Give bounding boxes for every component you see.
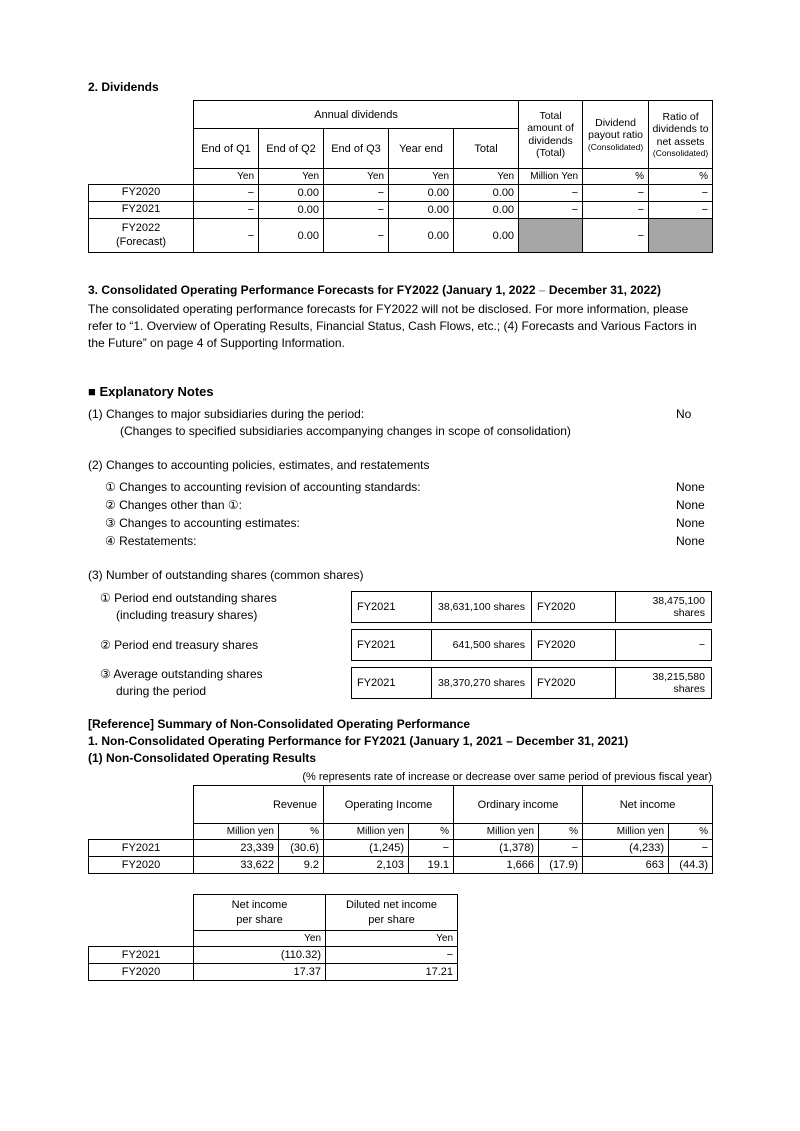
value-cell: − (519, 202, 583, 219)
note-subitem-1-label: ① Changes to accounting revision of accounting standards: (105, 480, 421, 494)
value-cell: − (649, 202, 713, 219)
table-row (352, 630, 712, 661)
value-cell: − (583, 202, 649, 219)
note-item-2-subitems (88, 478, 712, 550)
note-item-1-value: No (676, 407, 692, 421)
value-cell: (44.3) (669, 857, 713, 874)
note-item-2-label: (2) Changes to accounting policies, estimates, and restatements (88, 458, 430, 472)
table-row-fy2021 (89, 840, 713, 857)
non-consolidated-results-table (88, 785, 713, 874)
value-cell: (1,378) (454, 840, 539, 857)
shares-table (351, 591, 712, 623)
fiscal-year-cell: FY2021 (352, 592, 432, 623)
value-cell: 0.00 (389, 202, 454, 219)
corner-cell (89, 895, 194, 947)
value-cell: − (326, 947, 458, 964)
unit-cell: Million yen (454, 824, 539, 840)
col-header-end-q2: End of Q2 (259, 129, 324, 169)
value-cell: 0.00 (454, 202, 519, 219)
row-label-cell: FY2020 (89, 185, 194, 202)
value-cell: 2,103 (324, 857, 409, 874)
note-subitem-4 (88, 532, 712, 550)
unit-cell: Million yen (194, 824, 279, 840)
shares-value-cell: 641,500 shares (432, 630, 532, 661)
fiscal-year-cell: FY2020 (532, 668, 616, 699)
note-subitem-3 (88, 514, 712, 532)
row-label-line1: FY2022 (121, 222, 161, 235)
header-line1: Diluted net income (345, 899, 438, 912)
value-cell: (110.32) (194, 947, 326, 964)
unit-cell: Million yen (324, 824, 409, 840)
dividend-payout-ratio-header (583, 101, 649, 169)
per-share-table (88, 894, 458, 981)
unit-cell: Yen (194, 931, 326, 947)
fiscal-year-cell: FY2021 (352, 668, 432, 699)
note-subitem-1 (88, 478, 712, 496)
unit-cell: Yen (194, 169, 259, 185)
unit-cell: % (279, 824, 324, 840)
unit-cell: % (669, 824, 713, 840)
shares-entry-label (88, 666, 351, 700)
net-income-header: Net income (583, 786, 713, 824)
unit-cell: % (583, 169, 649, 185)
shares-value-cell: 38,631,100 shares (432, 592, 532, 623)
value-cell: 0.00 (389, 185, 454, 202)
shares-value-cell: 38,370,270 shares (432, 668, 532, 699)
shaded-cell (519, 219, 583, 253)
net-income-per-share-header (194, 895, 326, 931)
header-line2: per share (236, 913, 283, 926)
unit-cell: % (539, 824, 583, 840)
dividends-table (88, 100, 713, 253)
note-subitem-4-value: None (676, 534, 705, 548)
shares-entry-label-line1: ② Period end treasury shares (100, 637, 259, 652)
unit-cell: Million yen (583, 824, 669, 840)
reference-heading: [Reference] Summary of Non-Consolidated Operating Performance (88, 717, 471, 731)
forecast-title-dash: – (538, 283, 546, 297)
col-header-end-q1: End of Q1 (194, 129, 259, 169)
row-label-cell: FY2020 (89, 857, 194, 874)
table-row (352, 592, 712, 623)
results-header-row (89, 786, 713, 824)
value-cell: (17.9) (539, 857, 583, 874)
value-cell: 0.00 (259, 219, 324, 253)
value-cell: 0.00 (389, 219, 454, 253)
corner-cell (89, 786, 194, 840)
total-amount-dividends-header (519, 101, 583, 169)
unit-cell: Million Yen (519, 169, 583, 185)
unit-cell: Yen (326, 931, 458, 947)
value-cell: − (194, 219, 259, 253)
value-cell: − (669, 840, 713, 857)
row-label-cell: FY2020 (89, 964, 194, 981)
value-cell: 0.00 (454, 185, 519, 202)
unit-cell: Yen (454, 169, 519, 185)
col-header-total: Total (454, 129, 519, 169)
note-subitem-1-value: None (676, 480, 705, 494)
value-cell: − (583, 185, 649, 202)
shares-entry-outstanding (88, 590, 712, 624)
shares-table (351, 667, 712, 699)
row-label-cell (89, 219, 194, 253)
corner-cell (89, 101, 194, 185)
note-subitem-4-label: ④ Restatements: (105, 534, 197, 548)
ratio-net-assets-subtext: (Consolidated) (652, 148, 709, 159)
value-cell: − (324, 185, 389, 202)
row-label-line2: (Forecast) (115, 235, 167, 248)
value-cell: − (324, 219, 389, 253)
reference-subheading2: (1) Non-Consolidated Operating Results (88, 751, 317, 765)
forecast-body-text: The consolidated operating performance forecasts for FY2022 will not be disclosed. For more information, please refer to “1. Overview of Operating Results, Financial Status, Cash Flows, etc.; (4) Forecasts and Various Factors in the Future” on page 4 of Supporting Information. (88, 302, 697, 350)
annual-dividends-header: Annual dividends (194, 101, 519, 129)
unit-cell: Yen (324, 169, 389, 185)
value-cell: (4,233) (583, 840, 669, 857)
shares-entry-treasury (88, 629, 712, 661)
value-cell: − (583, 219, 649, 253)
col-header-year-end: Year end (389, 129, 454, 169)
pershare-header-row (89, 895, 458, 931)
percentage-note: (% represents rate of increase or decrease over same period of previous fiscal year) (302, 771, 712, 783)
dividend-payout-ratio-subtext: (Consolidated) (587, 141, 644, 152)
total-amount-dividends-text: Total amount of dividends (Total) (527, 109, 574, 159)
unit-cell: % (409, 824, 454, 840)
value-cell: 9.2 (279, 857, 324, 874)
note-subitem-2-value: None (676, 498, 705, 512)
header-line1: Net income (231, 899, 288, 912)
unit-cell: % (649, 169, 713, 185)
forecast-title-pre: 3. Consolidated Operating Performance Forecasts for FY2022 (January 1, 2022 (88, 283, 539, 297)
shares-entry-label-line1: ① Period end outstanding shares (100, 591, 277, 605)
table-row-fy2021 (89, 947, 458, 964)
diluted-net-income-per-share-header (326, 895, 458, 931)
value-cell: 17.37 (194, 964, 326, 981)
table-row-fy2022-forecast (89, 219, 713, 253)
value-cell: 0.00 (259, 185, 324, 202)
value-cell: − (409, 840, 454, 857)
value-cell: (1,245) (324, 840, 409, 857)
table-row-fy2020 (89, 964, 458, 981)
operating-income-header: Operating Income (324, 786, 454, 824)
explanatory-notes-heading: ■ Explanatory Notes (88, 384, 214, 399)
shares-entry-label (88, 637, 351, 654)
note-item-1-label: (1) Changes to major subsidiaries during the period: (88, 407, 365, 421)
value-cell: − (324, 202, 389, 219)
table-row-fy2021 (89, 202, 713, 219)
note-item-1 (88, 407, 712, 421)
row-label-cell: FY2021 (89, 947, 194, 964)
note-item-3-label: (3) Number of outstanding shares (common shares) (88, 568, 364, 582)
value-cell: − (194, 185, 259, 202)
fiscal-year-cell: FY2020 (532, 630, 616, 661)
table-row-fy2020 (89, 857, 713, 874)
unit-cell: Yen (389, 169, 454, 185)
forecast-title-post: December 31, 2022) (545, 283, 661, 297)
fiscal-year-cell: FY2020 (532, 592, 616, 623)
ratio-net-assets-text: Ratio of dividends to net assets (652, 110, 709, 148)
shaded-cell (649, 219, 713, 253)
table-row-fy2020 (89, 185, 713, 202)
value-cell: − (194, 202, 259, 219)
document-page (88, 0, 712, 981)
value-cell: 663 (583, 857, 669, 874)
shares-entry-label-line1: ③ Average outstanding shares (100, 667, 263, 681)
forecast-section-title (88, 283, 712, 297)
row-label-cell: FY2021 (89, 840, 194, 857)
value-cell: 17.21 (326, 964, 458, 981)
shares-entry-label-line2: during the period (116, 684, 207, 698)
table-row (352, 668, 712, 699)
unit-cell: Yen (259, 169, 324, 185)
revenue-header: Revenue (194, 786, 324, 824)
note-item-1-subtext: (Changes to specified subsidiaries accompanying changes in scope of consolidation) (120, 424, 571, 438)
shares-entry-label (88, 590, 351, 624)
note-subitem-2 (88, 496, 712, 514)
shares-value-cell: − (616, 630, 712, 661)
dividends-header-row-1 (89, 101, 713, 129)
value-cell: − (519, 185, 583, 202)
value-cell: 1,666 (454, 857, 539, 874)
value-cell: 19.1 (409, 857, 454, 874)
ordinary-income-header: Ordinary income (454, 786, 583, 824)
shares-value-cell: 38,215,580 shares (616, 668, 712, 699)
note-subitem-2-label: ② Changes other than ①: (105, 498, 242, 512)
ratio-net-assets-header (649, 101, 713, 169)
dividends-section-title: 2. Dividends (88, 80, 159, 94)
shares-value-cell: 38,475,100 shares (616, 592, 712, 623)
value-cell: − (649, 185, 713, 202)
note-subitem-3-label: ③ Changes to accounting estimates: (105, 516, 300, 530)
dividend-payout-ratio-text: Dividend payout ratio (588, 117, 643, 142)
value-cell: 0.00 (454, 219, 519, 253)
value-cell: (30.6) (279, 840, 324, 857)
fiscal-year-cell: FY2021 (352, 630, 432, 661)
value-cell: 33,622 (194, 857, 279, 874)
row-label-cell: FY2021 (89, 202, 194, 219)
reference-subheading: 1. Non-Consolidated Operating Performance for FY2021 (January 1, 2021 – December 31, 2021) (88, 734, 629, 748)
col-header-end-q3: End of Q3 (324, 129, 389, 169)
value-cell: 0.00 (259, 202, 324, 219)
note-subitem-3-value: None (676, 516, 705, 530)
value-cell: − (539, 840, 583, 857)
shares-entry-label-line2: (including treasury shares) (116, 608, 258, 622)
shares-entry-average (88, 666, 712, 700)
shares-table (351, 629, 712, 661)
header-line2: per share (368, 913, 415, 926)
value-cell: 23,339 (194, 840, 279, 857)
